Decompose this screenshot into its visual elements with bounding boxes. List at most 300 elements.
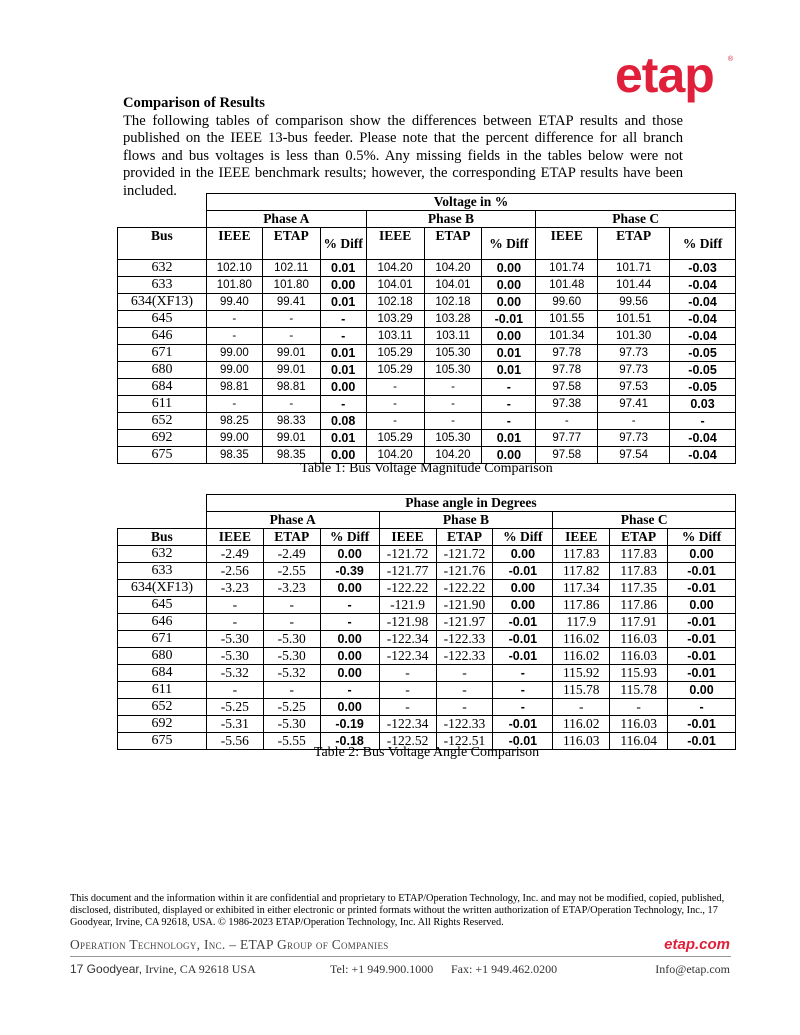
value-cell: 98.35 xyxy=(206,447,262,464)
logo-wordmark: etap xyxy=(615,47,714,103)
value-cell: -122.22 xyxy=(436,580,493,597)
bus-cell: 652 xyxy=(118,699,207,716)
value-cell: 117.83 xyxy=(610,546,668,563)
column-header: IEEE xyxy=(553,529,610,546)
value-cell: -2.49 xyxy=(206,546,263,563)
table-row xyxy=(118,597,736,614)
value-cell: - xyxy=(436,699,493,716)
diff-cell: 0.00 xyxy=(320,447,366,464)
diff-cell: 0.01 xyxy=(320,345,366,362)
diff-cell: -0.01 xyxy=(668,614,736,631)
column-header: IEEE xyxy=(206,228,262,260)
value-cell: 99.01 xyxy=(262,345,320,362)
diff-cell: -0.04 xyxy=(670,447,736,464)
value-cell: - xyxy=(424,379,482,396)
table-row xyxy=(118,580,736,597)
diff-cell: -0.01 xyxy=(493,716,553,733)
value-cell: 117.35 xyxy=(610,580,668,597)
value-cell: 97.41 xyxy=(598,396,670,413)
value-cell: - xyxy=(610,699,668,716)
diff-cell: 0.00 xyxy=(482,260,536,277)
diff-cell: 0.00 xyxy=(320,631,379,648)
column-header: ETAP xyxy=(436,529,493,546)
diff-cell: 0.01 xyxy=(320,294,366,311)
value-cell: -121.98 xyxy=(379,614,436,631)
value-cell: 117.86 xyxy=(610,597,668,614)
value-cell: 101.30 xyxy=(598,328,670,345)
table-row xyxy=(118,682,736,699)
table-row xyxy=(118,362,736,379)
address-city: Irvine, CA 92618 USA xyxy=(142,962,256,976)
table-row xyxy=(118,546,736,563)
bus-header: Bus xyxy=(118,228,207,260)
diff-cell: -0.04 xyxy=(670,328,736,345)
table-title: Phase angle in Degrees xyxy=(206,495,735,512)
diff-cell: - xyxy=(320,328,366,345)
value-cell: 98.81 xyxy=(206,379,262,396)
value-cell: -2.55 xyxy=(263,563,320,580)
value-cell: 105.30 xyxy=(424,345,482,362)
diff-cell: - xyxy=(482,396,536,413)
bus-cell: 671 xyxy=(118,631,207,648)
phase-header: Phase B xyxy=(379,512,553,529)
table-row xyxy=(118,413,736,430)
table-row xyxy=(118,430,736,447)
value-cell: - xyxy=(206,311,262,328)
value-cell: -122.52 xyxy=(379,733,436,750)
column-header: ETAP xyxy=(424,228,482,260)
value-cell: -5.31 xyxy=(206,716,263,733)
table-row xyxy=(118,631,736,648)
diff-cell: - xyxy=(670,413,736,430)
diff-cell: 0.01 xyxy=(320,260,366,277)
value-cell: - xyxy=(206,597,263,614)
value-cell: 99.00 xyxy=(206,345,262,362)
value-cell: 101.34 xyxy=(536,328,598,345)
bus-cell: 611 xyxy=(118,396,207,413)
value-cell: 98.33 xyxy=(262,413,320,430)
column-header: % Diff xyxy=(482,228,536,260)
value-cell: 116.03 xyxy=(610,716,668,733)
value-cell: 116.02 xyxy=(553,648,610,665)
value-cell: 103.29 xyxy=(366,311,424,328)
diff-cell: -0.01 xyxy=(493,563,553,580)
value-cell: -122.33 xyxy=(436,631,493,648)
value-cell: 117.34 xyxy=(553,580,610,597)
company-name: Operation Technology, Inc. – ETAP Group of Companies xyxy=(70,937,389,952)
diff-cell: -0.01 xyxy=(668,631,736,648)
value-cell: 115.78 xyxy=(553,682,610,699)
value-cell: - xyxy=(263,597,320,614)
diff-cell: -0.01 xyxy=(493,631,553,648)
diff-cell: - xyxy=(482,413,536,430)
value-cell: 97.58 xyxy=(536,447,598,464)
value-cell: - xyxy=(379,699,436,716)
value-cell: 102.18 xyxy=(366,294,424,311)
value-cell: -2.56 xyxy=(206,563,263,580)
column-header: ETAP xyxy=(598,228,670,260)
table-row xyxy=(118,345,736,362)
value-cell: 103.11 xyxy=(424,328,482,345)
value-cell: 105.30 xyxy=(424,362,482,379)
bus-cell: 632 xyxy=(118,546,207,563)
diff-cell: -0.01 xyxy=(668,648,736,665)
column-header: IEEE xyxy=(536,228,598,260)
bus-cell: 675 xyxy=(118,447,207,464)
column-header: ETAP xyxy=(262,228,320,260)
value-cell: 101.55 xyxy=(536,311,598,328)
voltage-angle-table xyxy=(117,494,736,750)
table-caption: Table 1: Bus Voltage Magnitude Comparison xyxy=(300,461,553,476)
value-cell: 97.78 xyxy=(536,345,598,362)
bus-cell: 680 xyxy=(118,648,207,665)
value-cell: -5.32 xyxy=(206,665,263,682)
intro-section xyxy=(123,95,683,201)
table-row xyxy=(118,311,736,328)
diff-cell: -0.01 xyxy=(668,563,736,580)
value-cell: 105.30 xyxy=(424,430,482,447)
diff-cell: 0.01 xyxy=(482,345,536,362)
diff-cell: -0.18 xyxy=(320,733,379,750)
diff-cell: -0.01 xyxy=(668,733,736,750)
diff-cell: 0.00 xyxy=(482,277,536,294)
value-cell: 117.83 xyxy=(610,563,668,580)
diff-cell: -0.01 xyxy=(668,580,736,597)
value-cell: - xyxy=(366,413,424,430)
diff-cell: -0.01 xyxy=(482,311,536,328)
value-cell: - xyxy=(379,665,436,682)
value-cell: 102.11 xyxy=(262,260,320,277)
value-cell: - xyxy=(436,665,493,682)
value-cell: - xyxy=(436,682,493,699)
diff-cell: -0.39 xyxy=(320,563,379,580)
value-cell: - xyxy=(379,682,436,699)
value-cell: -122.34 xyxy=(379,631,436,648)
column-header: IEEE xyxy=(366,228,424,260)
bus-cell: 646 xyxy=(118,614,207,631)
bus-cell: 675 xyxy=(118,733,207,750)
value-cell: 104.20 xyxy=(424,447,482,464)
value-cell: -122.34 xyxy=(379,716,436,733)
diff-cell: 0.00 xyxy=(320,665,379,682)
value-cell: - xyxy=(424,396,482,413)
value-cell: 97.38 xyxy=(536,396,598,413)
value-cell: -121.76 xyxy=(436,563,493,580)
value-cell: -3.23 xyxy=(206,580,263,597)
diff-cell: - xyxy=(482,379,536,396)
diff-cell: 0.03 xyxy=(670,396,736,413)
diff-cell: 0.00 xyxy=(668,682,736,699)
phase-header: Phase A xyxy=(206,211,366,228)
value-cell: -5.30 xyxy=(263,648,320,665)
column-header: % Diff xyxy=(670,228,736,260)
diff-cell: - xyxy=(493,682,553,699)
diff-cell: 0.00 xyxy=(320,379,366,396)
value-cell: - xyxy=(263,682,320,699)
value-cell: -122.51 xyxy=(436,733,493,750)
table-row xyxy=(118,277,736,294)
value-cell: -121.90 xyxy=(436,597,493,614)
table-body xyxy=(118,546,736,750)
value-cell: -5.55 xyxy=(263,733,320,750)
diff-cell: -0.01 xyxy=(668,665,736,682)
table-row xyxy=(118,379,736,396)
fax-number: Fax: +1 949.462.0200 xyxy=(451,962,558,976)
value-cell: 98.81 xyxy=(262,379,320,396)
value-cell: 116.03 xyxy=(610,648,668,665)
footer-divider xyxy=(70,956,731,957)
section-heading: Comparison of Results xyxy=(123,95,265,111)
address-street: 17 Goodyear, xyxy=(70,962,143,976)
value-cell: 98.35 xyxy=(262,447,320,464)
value-cell: 104.20 xyxy=(366,447,424,464)
value-cell: 101.44 xyxy=(598,277,670,294)
value-cell: 97.54 xyxy=(598,447,670,464)
value-cell: 101.51 xyxy=(598,311,670,328)
diff-cell: - xyxy=(493,665,553,682)
value-cell: - xyxy=(262,311,320,328)
value-cell: - xyxy=(262,396,320,413)
value-cell: -5.30 xyxy=(206,648,263,665)
diff-cell: 0.01 xyxy=(482,430,536,447)
value-cell: 117.91 xyxy=(610,614,668,631)
value-cell: 97.53 xyxy=(598,379,670,396)
value-cell: 117.9 xyxy=(553,614,610,631)
value-cell: - xyxy=(366,396,424,413)
column-header: % Diff xyxy=(493,529,553,546)
bus-cell: 692 xyxy=(118,430,207,447)
diff-cell: 0.00 xyxy=(320,648,379,665)
bus-header: Bus xyxy=(118,529,207,546)
value-cell: - xyxy=(553,699,610,716)
value-cell: 116.03 xyxy=(610,631,668,648)
value-cell: 101.74 xyxy=(536,260,598,277)
email-address[interactable]: Info@etap.com xyxy=(655,962,730,976)
value-cell: 99.56 xyxy=(598,294,670,311)
bus-cell: 671 xyxy=(118,345,207,362)
diff-cell: -0.04 xyxy=(670,430,736,447)
column-header: % Diff xyxy=(668,529,736,546)
diff-cell: -0.04 xyxy=(670,277,736,294)
value-cell: - xyxy=(206,682,263,699)
diff-cell: -0.01 xyxy=(493,648,553,665)
table-row xyxy=(118,563,736,580)
diff-cell: -0.05 xyxy=(670,362,736,379)
value-cell: 104.20 xyxy=(366,260,424,277)
bus-cell: 680 xyxy=(118,362,207,379)
diff-cell: 0.00 xyxy=(320,546,379,563)
diff-cell: - xyxy=(493,699,553,716)
diff-cell: -0.01 xyxy=(493,614,553,631)
value-cell: 99.01 xyxy=(262,362,320,379)
value-cell: 101.48 xyxy=(536,277,598,294)
diff-cell: 0.00 xyxy=(482,328,536,345)
table-row xyxy=(118,396,736,413)
value-cell: -5.30 xyxy=(263,631,320,648)
diff-cell: 0.00 xyxy=(668,597,736,614)
value-cell: 115.93 xyxy=(610,665,668,682)
value-cell: 99.00 xyxy=(206,430,262,447)
bus-cell: 645 xyxy=(118,597,207,614)
diff-cell: -0.01 xyxy=(493,733,553,750)
diff-cell: 0.00 xyxy=(482,294,536,311)
diff-cell: - xyxy=(320,311,366,328)
column-header: % Diff xyxy=(320,529,379,546)
value-cell: -5.30 xyxy=(263,716,320,733)
bus-cell: 684 xyxy=(118,665,207,682)
value-cell: 99.60 xyxy=(536,294,598,311)
column-header: IEEE xyxy=(379,529,436,546)
registered-mark: ® xyxy=(727,56,733,63)
value-cell: 116.02 xyxy=(553,716,610,733)
phase-header: Phase C xyxy=(553,512,736,529)
diff-cell: -0.05 xyxy=(670,379,736,396)
value-cell: 97.73 xyxy=(598,362,670,379)
value-cell: 117.86 xyxy=(553,597,610,614)
value-cell: 117.82 xyxy=(553,563,610,580)
table-body xyxy=(118,260,736,464)
value-cell: -5.32 xyxy=(263,665,320,682)
diff-cell: 0.00 xyxy=(668,546,736,563)
table-corner xyxy=(118,495,207,529)
diff-cell: 0.00 xyxy=(320,277,366,294)
diff-cell: 0.00 xyxy=(493,597,553,614)
diff-cell: 0.00 xyxy=(493,546,553,563)
value-cell: - xyxy=(206,328,262,345)
table-title: Voltage in % xyxy=(206,194,735,211)
bus-cell: 645 xyxy=(118,311,207,328)
diff-cell: - xyxy=(320,682,379,699)
value-cell: 99.01 xyxy=(262,430,320,447)
value-cell: -121.97 xyxy=(436,614,493,631)
value-cell: 105.29 xyxy=(366,362,424,379)
diff-cell: - xyxy=(320,396,366,413)
value-cell: - xyxy=(536,413,598,430)
table-row xyxy=(118,614,736,631)
value-cell: 97.73 xyxy=(598,430,670,447)
voltage-magnitude-table xyxy=(117,193,736,464)
value-cell: -5.25 xyxy=(206,699,263,716)
bus-cell: 633 xyxy=(118,563,207,580)
bus-cell: 611 xyxy=(118,682,207,699)
bus-cell: 634(XF13) xyxy=(118,294,207,311)
value-cell: 105.29 xyxy=(366,430,424,447)
value-cell: 97.73 xyxy=(598,345,670,362)
bus-cell: 646 xyxy=(118,328,207,345)
bus-cell: 634(XF13) xyxy=(118,580,207,597)
diff-cell: -0.04 xyxy=(670,311,736,328)
value-cell: 115.92 xyxy=(553,665,610,682)
value-cell: -5.56 xyxy=(206,733,263,750)
value-cell: 117.83 xyxy=(553,546,610,563)
value-cell: - xyxy=(366,379,424,396)
diff-cell: - xyxy=(320,597,379,614)
value-cell: -122.22 xyxy=(379,580,436,597)
table-caption: Table 2: Bus Voltage Angle Comparison xyxy=(313,745,540,760)
diff-cell: 0.01 xyxy=(320,430,366,447)
value-cell: -122.33 xyxy=(436,716,493,733)
table-row xyxy=(118,260,736,277)
column-header: ETAP xyxy=(263,529,320,546)
value-cell: 99.00 xyxy=(206,362,262,379)
table-row xyxy=(118,665,736,682)
value-cell: 105.29 xyxy=(366,345,424,362)
column-header: IEEE xyxy=(206,529,263,546)
value-cell: - xyxy=(263,614,320,631)
value-cell: -121.9 xyxy=(379,597,436,614)
value-cell: -2.49 xyxy=(263,546,320,563)
value-cell: 99.40 xyxy=(206,294,262,311)
confidentiality-notice: This document and the information within it are confidential and proprietary to ETAP/Operation Technology, Inc. and may not be modified, copied, published, disclosed, distributed, displayed or exhibited in either electronic or printed formats without the written authorization of ETAP/Operation Technology, Inc., 17 Goodyear, Irvine, CA 92618, USA. © 1986-2023 ETAP/Operation Technology, Inc. All Rights Reserved. xyxy=(70,893,725,928)
diff-cell: 0.00 xyxy=(493,580,553,597)
value-cell: 104.20 xyxy=(424,260,482,277)
value-cell: 101.71 xyxy=(598,260,670,277)
diff-cell: 0.08 xyxy=(320,413,366,430)
diff-cell: 0.00 xyxy=(320,580,379,597)
table-row xyxy=(118,716,736,733)
diff-cell: - xyxy=(668,699,736,716)
diff-cell: -0.04 xyxy=(670,294,736,311)
value-cell: 103.28 xyxy=(424,311,482,328)
value-cell: -121.72 xyxy=(379,546,436,563)
value-cell: 97.77 xyxy=(536,430,598,447)
table-corner xyxy=(118,194,207,228)
value-cell: -122.33 xyxy=(436,648,493,665)
diff-cell: -0.19 xyxy=(320,716,379,733)
value-cell: -5.25 xyxy=(263,699,320,716)
diff-cell: -0.01 xyxy=(668,716,736,733)
intro-paragraph: The following tables of comparison show the differences between ETAP results and those published on the IEEE 13-bus feeder. Please note that the percent difference for all branch flows and bus voltages is less than 0.5%. Any missing fields in the tables below were not provided in the IEEE benchmark results; however, the corresponding ETAP results have been included. xyxy=(123,112,683,199)
bus-cell: 692 xyxy=(118,716,207,733)
value-cell: 102.18 xyxy=(424,294,482,311)
column-header: ETAP xyxy=(610,529,668,546)
value-cell: 116.02 xyxy=(553,631,610,648)
diff-cell: 0.00 xyxy=(482,447,536,464)
phase-header: Phase A xyxy=(206,512,379,529)
value-cell: -3.23 xyxy=(263,580,320,597)
diff-cell: -0.05 xyxy=(670,345,736,362)
value-cell: 115.78 xyxy=(610,682,668,699)
table-row xyxy=(118,328,736,345)
value-cell: 103.11 xyxy=(366,328,424,345)
value-cell: -5.30 xyxy=(206,631,263,648)
value-cell: 102.10 xyxy=(206,260,262,277)
bus-cell: 684 xyxy=(118,379,207,396)
diff-cell: - xyxy=(320,614,379,631)
diff-cell: 0.01 xyxy=(482,362,536,379)
value-cell: - xyxy=(262,328,320,345)
diff-cell: -0.03 xyxy=(670,260,736,277)
value-cell: 116.04 xyxy=(610,733,668,750)
diff-cell: 0.01 xyxy=(320,362,366,379)
bus-cell: 652 xyxy=(118,413,207,430)
value-cell: 116.03 xyxy=(553,733,610,750)
phase-header: Phase C xyxy=(536,211,736,228)
website-link[interactable]: etap.com xyxy=(664,936,730,953)
value-cell: -121.77 xyxy=(379,563,436,580)
value-cell: - xyxy=(424,413,482,430)
diff-cell: 0.00 xyxy=(320,699,379,716)
bus-cell: 632 xyxy=(118,260,207,277)
value-cell: 101.80 xyxy=(206,277,262,294)
column-header: % Diff xyxy=(320,228,366,260)
value-cell: 104.01 xyxy=(366,277,424,294)
value-cell: 98.25 xyxy=(206,413,262,430)
value-cell: -122.34 xyxy=(379,648,436,665)
value-cell: 97.78 xyxy=(536,362,598,379)
phone-number: Tel: +1 949.900.1000 xyxy=(330,962,434,976)
value-cell: 97.58 xyxy=(536,379,598,396)
